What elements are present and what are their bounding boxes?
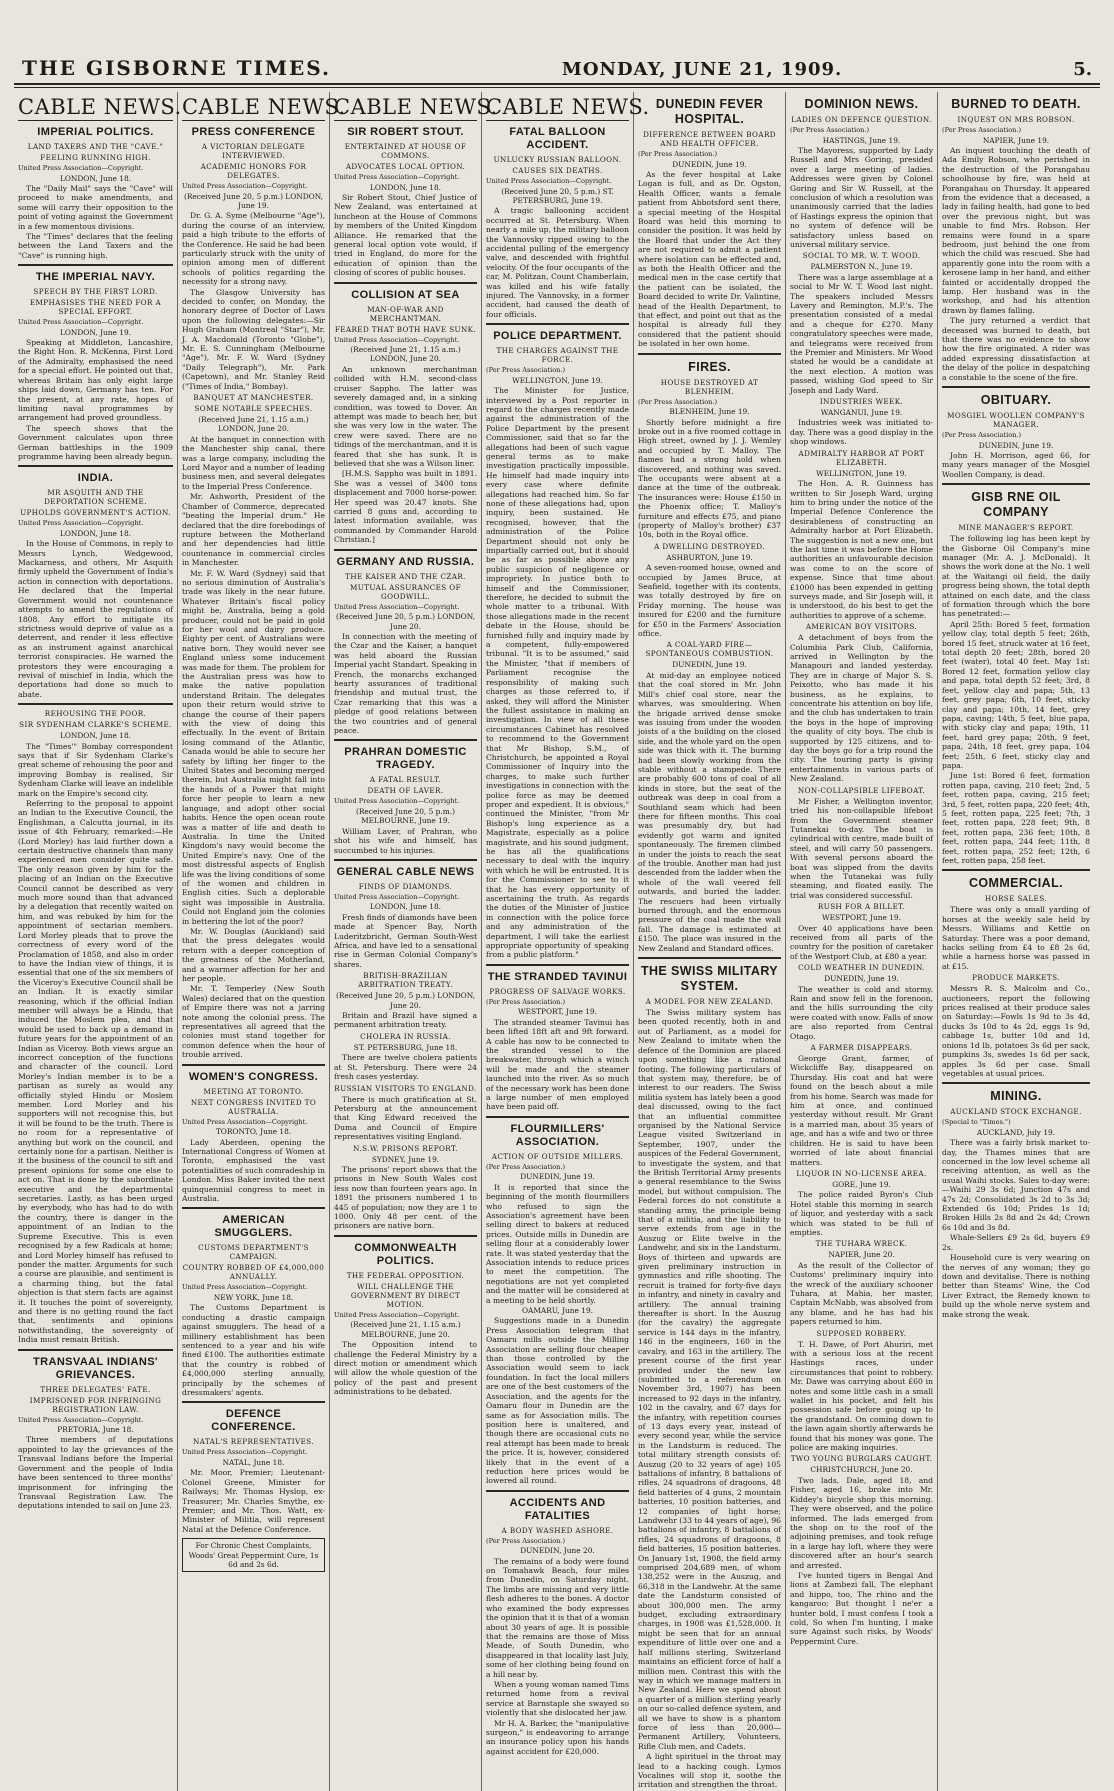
paragraph: At mid-day an employee noticed that the coal stored in Mr. John Mill's chief coal store, near the wharves, was smouldering. When the brigade arrived dense smoke was issuing from under the wooden joists of a the building on the closed side, and the whole yard on the open side was thick with it. The burning had been slowly working from the stable without a stampede. There are probably 600 tons of coal of all kinds in store, but the seat of the outbreak was deep in coal from a Southland seam which had been there for fifteen months. This coal was presumably dry, but had evidently got warm and ignited spontaneously. The firemen climbed in under the joists to reach the seat of the trouble. Another man had just descended from the ladder when the whole of the wall veered fell outwards, and buried the ladder. The rescuers had been virtually burned through, and the enormous pressure of the coal made the wall fall. The damage is estimated at £150. The place was insured in the New Zealand and Standard offices. xyxy=(638,670,781,953)
column-header: CABLE NEWS. xyxy=(18,95,182,119)
article-heading: COLLISION AT SEA xyxy=(351,288,460,301)
article-heading: POLICE DEPARTMENT. xyxy=(493,330,622,343)
sub-heading: CAUSES SIX DEATHS. xyxy=(512,166,603,175)
sub-heading: MUTUAL ASSURANCES OF GOODWILL. xyxy=(350,582,461,601)
paragraph: There are twelve cholera patients at St. Petersburg. There were 24 fresh cases yesterday. xyxy=(334,1053,477,1082)
sub-heading: INQUEST ON MRS ROBSON. xyxy=(957,115,1075,124)
paragraph: Referring to the proposal to appoint an Indian to the Executive Council, the Englishman, a Calcutta journal, in its issue of 4th February, remarked:—He (Lord Morley) has laid further down a certain destructive channels than many experienced men consider quite safe. The only reason given by him for the placing of an Indian on the Executive Council cannot be described as very much more sound than that advanced by a delegation that recently waited on him, and was rebuked by him for the appointment of sectarian members. Lord Morley pleads that to prove the correctness of every word of the Proclamation of 1858, and also in order to have the Indian view of things, it is essential that one of the six members of the Viceroy's Executive Council shall be an Indian. It is exactly similar reasoning, which if the official Indian member will always be a Hindu, that induced the Moslem plea, and that would be used to back up a demand in future years for the appointment of an Indian as Viceroy. Both views argue an incorrect conception of the functions and character of the council. Lord Morley's Indian member is to be a partisan as surely as would any officially styled Hindu or Moslem member. Lord Morley and his supporters will not recognise this, but it will be found to be the truth. There is no room for a representative of anything but work on the council, and certainly none for a partisan. Neither is it the business of the council to sift and present opinions for some one else to act on. That is done by the subordinate executive and the departmental secretaries. Lastly, as has been urged by everybody, who has had to do with the country, there is danger in the appointment of an Indian to the Supreme Executive. This is even recognised by a few Radicals at home; and Lord Morley himself has refused to ponder the matter. Arguments for such a course are plausible, and sentiment is a charming thing, but the fatal objection is that stern facts are against it. It touches the point of sovereignty, and there is no getting round the fact that, sentiments and opinions notwithstanding, the sovereignty of India must remain British. xyxy=(18,799,173,1345)
paragraph: Whale-Sellers £9 2s 6d, buyers £9 2s. xyxy=(942,1233,1090,1252)
sub-heading: A FATAL RESULT. xyxy=(369,775,442,785)
column-6 xyxy=(786,92,938,1791)
article-divider xyxy=(942,1082,1090,1084)
paragraph: Mr. Ashworth, President of the Chamber of Commerce, deprecated "beating the Imperial drum." He declared that the dire forebodings of rupture between the Motherland and her dependencies had little countenance in commercial circles in Manchester. xyxy=(182,492,325,568)
sub-heading: MR ASQUITH AND THE DEPORTATION SCHEME. xyxy=(44,488,147,507)
dateline: (Received June 21, 1.15 a.m.) LONDON, June 20. xyxy=(198,415,309,434)
paragraph: There was a large assemblage at a social to Mr W. T. Wood last night. The speakers included Messrs Lavery and Remington, M.P.'s. The presentation consisted of a medal and a cheque for £270. Many congratulatory speeches were made, and telegrams were received from the Premier and Ministers. Mr Wood stated he would be a candidate at the next election. A motion was passed, wishing God speed to Sir Joseph and Lady Ward. xyxy=(790,272,933,395)
dateline: WANGANUI, June 19. xyxy=(820,408,903,418)
column-5 xyxy=(634,92,786,1791)
paragraph: The jury returned a verdict that deceased was burned to death, but that there was no evidence to show how the fire originated. A rider was added expressing dissatisfaction at the delay of the police in despatching a constable to the scene of the fire. xyxy=(942,316,1090,382)
paragraph: Sir Robert Stout, Chief Justice of New Zealand, was entertained at luncheon at the House of Commons by members of the United Kingdom Alliance. He remarked that the general local option vote would, if tried in England, do more for the education of opinion than the closing of scores of public houses. xyxy=(334,192,477,278)
press-credit: United Press Association—Copyright. xyxy=(18,164,144,172)
dateline: (Received June 20, 5 p.m.) ST. PETERSBURG, June 19. xyxy=(501,186,614,205)
paragraph: April 25th: Bored 5 feet, formation yellow clay, total depth 5 feet; 26th, bored 15 feet, struck water at 16 feet, total depth 20 feet; 28th, bored 20 feet (water), total 40 feet. May 1st: Bored 12 feet, formation yellow clay and papa, total depth 52 feet; 3rd, 8 feet, yellow clay and papa; 5th, 13 feet, grey papa; 6th, 10 feet, sticky clay and papa; 10th, 14 feet, grey papa, caving; 14th, 5 feet, blue papa, with sticky clay and papa; 19th, 11 feet, hard grey papa; 20th, 9 feet, papa, 24th, 18 feet, grey papa, 104 feet; 25th, 6 feet, sticky clay and papa. xyxy=(942,619,1090,770)
sub-heading: ENTERTAINED AT HOUSE OF COMMONS. xyxy=(344,142,467,160)
paragraph: The police raided Byron's Club Hotel stable this morning in search of liquor, and yesterday with a sack which was stated to be full of empties. xyxy=(790,1190,933,1237)
paragraph: The prisons' report shows that the prisons in New South Wales cost less now than fourteen years ago. In 1891 the prisoners numbered 1 to 445 of population; now they are 1 to 1000. Only 48 per cent. of the prisoners are native born. xyxy=(334,1164,477,1231)
dateline: ST. PETERSBURG, June 18. xyxy=(353,1042,458,1052)
paragraph: William Laver, of Prahran, who shot his wife and himself, has succumbed to his injuries. xyxy=(334,826,477,855)
sub-heading: FINDS OF DIAMONDS. xyxy=(358,881,453,891)
dateline: DUNEDIN, June 19. xyxy=(824,974,899,984)
dateline: (Received June 20, 5 p.m.) LONDON, June 19. xyxy=(183,191,324,210)
sub-heading: IMPRISONED FOR INFRINGING REGISTRATION LAW. xyxy=(29,1395,162,1414)
sub-heading: LIQUOR IN NO-LICENSE AREA. xyxy=(796,1168,927,1178)
paragraph: A seven-roomed house, owned and occupied by James Bruce, at Seafield, together with its contents, was totally destroyed by fire on Friday morning. The house was insured for £200 and the furniture for £50 in the Farmers' Association office. xyxy=(638,563,781,639)
article-divider xyxy=(486,1116,629,1118)
article-heading: ACCIDENTS AND FATALITIES xyxy=(509,1496,606,1522)
article-heading: COMMERCIAL. xyxy=(969,876,1063,891)
article-heading: BURNED TO DEATH. xyxy=(951,97,1081,111)
sub-heading: THE CHARGES AGAINST THE FORCE. xyxy=(496,346,619,365)
article-heading: PRAHRAN DOMESTIC TRAGEDY. xyxy=(344,746,467,772)
paragraph: The Mayoress, supported by Lady Russell and Mrs Goring, presided over a large meeting of ladies. Addresses were given by Colonel Goring and Sir W. Russell, at the conclusion of which a resolution was unanimously carried that the ladies of Hastings express the opinion that no system of defence will be satisfactory unless based on universal military service. xyxy=(790,145,933,249)
dateline: LONDON, June 19. xyxy=(59,327,132,337)
newspaper-title: THE GISBORNE TIMES. xyxy=(22,56,331,80)
sub-heading: HOUSE DESTROYED AT BLENHEIM. xyxy=(660,377,759,396)
dateline: ASHBURTON, June 19. xyxy=(666,552,753,562)
sub-heading: FEARED THAT BOTH HAVE SUNK. xyxy=(334,324,477,334)
paragraph: [H.M.S. Sappho was built in 1891. She was a vessel of 3400 tons displacement and 7000 horse-power. Her speed was 20.47 knots. She carried 8 guns and, according to latest information available, was commanded by Commander Harold Christian.] xyxy=(334,469,477,545)
sub-heading: REHOUSING THE POOR. xyxy=(44,709,147,719)
press-credit: (Per Press Association.) xyxy=(486,1162,566,1171)
article-divider xyxy=(638,353,781,355)
press-credit: (Per Press Association.) xyxy=(638,150,718,158)
article-divider xyxy=(334,282,477,284)
dateline: LONDON, June 18. xyxy=(369,182,442,192)
paragraph: There is much gratification at St. Petersburg at the announcement that King Edward received the Duma and Council of Empire representatives visiting England. xyxy=(334,1094,477,1142)
column-4 xyxy=(482,92,650,1791)
dateline: LONDON, June 18. xyxy=(59,528,132,538)
article-heading: OBITUARY. xyxy=(980,393,1052,408)
article-divider xyxy=(638,957,781,959)
paragraph: The Glasgow University has decided to confer, on Monday, the honorary degree of Doctor of Laws upon the following delegates:—Sir Hugh Graham (Montreal "Star"), Mr. J. A. Macdonald (Toronto "Globe"), Mr. E. S. Cunningham (Melbourne "Age"), Mr. F. W. Ward (Sydney "Daily Telegraph"), Mr. Park (Capetown), and Mr. Stanley Reid ("Times of India," Bombay). xyxy=(182,287,325,391)
sub-heading: SOCIAL TO MR. W. T. WOOD. xyxy=(802,251,921,261)
sub-heading: BRITISH-BRAZILIAN ARBITRATION TREATY. xyxy=(358,971,453,990)
sub-heading: LAND TAXERS AND THE "CAVE." xyxy=(27,142,164,151)
sub-heading: NEXT CONGRESS INVITED TO AUSTRALIA. xyxy=(190,1097,317,1116)
paragraph: Suggestions made in a Dunedin Press Association telegram that Oamaru mills outside the Milling Association are selling flour cheaper than those controlled by the Association would seem to lack foundation. In fact the local millers are one of the best customers of the Association, and the agents for the Oamaru flour in Dunedin are the same as for Association mills. The position here is unaltered, and though there are occasional cuts no real attempt has been made to break the price. It is, however, considered likely that in the event of a reduction here prices would be lowered all round. xyxy=(486,1316,629,1486)
sub-heading: ACTION OF OUTSIDE MILLERS. xyxy=(491,1151,624,1161)
article-heading: IMPERIAL POLITICS. xyxy=(37,126,154,138)
issue-date: MONDAY, JUNE 21, 1909. xyxy=(561,59,843,80)
dateline: WELLINGTON, June 19. xyxy=(512,375,603,385)
dateline: NATAL, June 18. xyxy=(222,1457,285,1467)
sub-heading: DEATH OF LAVER. xyxy=(367,786,444,796)
article-divider xyxy=(942,483,1090,485)
dateline: DUNEDIN, June 19. xyxy=(672,159,747,169)
column-3 xyxy=(330,92,498,1791)
paragraph: Mr H. A. Barker, the "manipulative surgeon," is endeavoring to arrange an insurance policy upon his hands against accident for £20,000. xyxy=(486,1718,629,1756)
sub-heading: THE KAISER AND THE CZAR. xyxy=(345,571,466,581)
paragraph: Industries week was initiated to-day. There was a good display in the shop windows. xyxy=(790,418,933,447)
paragraph: As the fever hospital at Lake Logan is full, and as Dr. Ogston, Health Officer, wants a female patient from Abbotsford sent there, a special meeting of the Hospital Board was held this morning to consider the position. It was held by the Board that under the Act they are not required to admit a patient where isolation can be effected and, as both the Health Officer and the medical men in the case certify that the patient can be isolated, the Board decided to write Dr. Valintine, head of the Health Department, to that effect, and point out that as the hospital is already full they considered that the patient should be isolated in her own home. xyxy=(638,169,781,349)
dateline: DUNEDIN, June 19. xyxy=(978,440,1054,450)
article-heading: FATAL BALLOON ACCIDENT. xyxy=(509,126,606,151)
column-header: CABLE NEWS. xyxy=(486,95,650,119)
column-7 xyxy=(938,92,1094,1791)
paragraph: Household cure is very wearing on the nerves of any woman; they go down and devitalise. There is nothing better than Steams' Wine, the Cod Liver Extract, the Remedy known to build up the whole nerve system and make strong the weak. xyxy=(942,1253,1090,1319)
sub-heading: A DWELLING DESTROYED. xyxy=(654,541,765,551)
sub-heading: MINE MANAGER'S REPORT. xyxy=(958,523,1074,533)
masthead xyxy=(14,6,1100,85)
paragraph: The "Times'" Bombay correspondent says that if Sir Sydenham Clarke's great scheme of rehousing the poor and improving Bombay is realised, Sir Sydenham Clarke will leave an indelible mark on the Empire's second city. xyxy=(18,741,173,798)
sub-heading: DIFFERENCE BETWEEN BOARD AND HEALTH OFFICER. xyxy=(643,130,776,148)
article-divider xyxy=(942,386,1090,388)
paragraph: I've hunted tigers in Bengal And lions at Zambezi fall, The elephant and hippo, too, The rhino and the kangaroo; But thought I ne'er a hunter bold, I must confess I took a cold, So when I'm hunting, I make sure Against such risks, by Woods' Peppermint Cure. xyxy=(790,1570,933,1646)
article-heading: GISB RNE OIL COMPANY xyxy=(971,490,1061,520)
article-heading: COMMONWEALTH POLITICS. xyxy=(354,1241,457,1267)
sub-heading: THE TUHARA WRECK. xyxy=(815,1239,908,1249)
sub-heading: EMPHASISES THE NEED FOR A SPECIAL EFFORT. xyxy=(29,298,162,317)
dateline: SYDNEY, June 19. xyxy=(371,1154,440,1164)
paragraph: The Opposition intend to challenge the Federal Ministry by a direct motion or amendment which will allow the whole question of the policy of the past and present administrations to be debated. xyxy=(334,1340,477,1397)
paragraph: In the House of Commons, in reply to Messrs Lynch, Wedgewood, Mackarness, and others, Mr Asquith firmly upheld the Government of India's action in connection with deportations. He declared that the Imperial Government would not countenance attempts to amend the regulations of 1808. Any effort to mitigate its strictness would deprive of value as a deterrent, and render it less effective as an instrument against anarchical terrorist conspiracies. He warned the protestors they were encouraging a revival of mischief in India, which the deportations had done so much to abate. xyxy=(18,539,173,699)
press-credit: (Per Press Association.) xyxy=(942,431,1022,440)
article-heading: SIR ROBERT STOUT. xyxy=(347,126,464,138)
paragraph: The "Daily Mail" says the "Cave" will proceed to make amendments, and some will carry their opposition to the point of voting against the Government in a few momentous divisions. xyxy=(18,183,173,231)
sub-heading: INDUSTRIES WEEK. xyxy=(819,397,904,407)
paragraph: Three members of deputations appointed to lay the grievances of the Transvaal Indians before the Imperial Government and the people of India have been sentenced to three months' imprisonment for infringing the Transvaal Registration Law. The deputations intended to sail on June 23. xyxy=(18,1435,173,1511)
paragraph: George Grant, farmer, of Wickcliffe Bay, disappeared on Thursday. His coat and hat were found on the beach about a mile from his home. Search was made for him at once, and continued yesterday without result. Mr Grant is a married man, about 35 years of age, and has a wife and two or three children. He is said to have been worried of late about financial matters. xyxy=(790,1054,933,1167)
article-heading: WOMEN'S CONGRESS. xyxy=(188,1070,319,1083)
article-heading: THE SWISS MILITARY SYSTEM. xyxy=(640,964,779,994)
paragraph: Speaking at Middleton, Lancashire, the Right Hon. R. McKenna, First Lord of the Admiralty, emphasised the need for a special effort. He pointed out that, whereas Britain has only eight large ships laid down, Germany has ten. For the present, at any rate, hopes of limiting naval programmes by arrangement had proved groundless. xyxy=(18,338,173,423)
sub-heading: A FARMER DISAPPEARS. xyxy=(810,1043,913,1053)
paragraph: There was a fairly brisk market to-day, the Thames mines that are concerned in the low level scheme all receiving attention, as well as the usual Waihi stocks. Sales to-day were:—Waihi 29 3s 6d; Junction 47s and 47s 2d; Consolidated 3s 2d to 3s 3d; Extended 6s 10d; Prides 1s 1d; Broken Hills 2s 8d and 2s 4d; Crown 6s 10d and 3s 8d. xyxy=(942,1138,1090,1232)
article-heading: THE IMPERIAL NAVY. xyxy=(35,271,156,284)
press-credit: United Press Association—Copyright. xyxy=(18,519,144,528)
sub-heading: RUSH FOR A BILLET. xyxy=(817,902,906,912)
sub-heading: PRODUCE MARKETS. xyxy=(972,973,1060,983)
sub-heading: ACADEMIC HONORS FOR DELEGATES. xyxy=(200,162,307,180)
paragraph: Shortly before midnight a fire broke out in a five roomed cottage in High street, owned by J. J. Wemley and occupied by T. Malloy. The flames had a strong hold when discovered, and nothing was saved. The occupants were absent at a dance at the time of the outbreak. The insurances were: House £150 in the Phoenix office; T. Malloy's furniture and effects £75, and piano (property of Malloy's brother) £37 10s, both in the Royal office. xyxy=(638,417,781,540)
press-credit: United Press Association—Copyright. xyxy=(334,335,460,344)
paragraph: The remains of a body were found on Tomahawk Beach, four miles from Dunedin, on Saturday night. The limbs are missing and very little flesh adheres to the bones. A doctor who examined the body expresses the opinion that it is that of a woman about 30 years of age. It is possible that the remains are those of Miss Meade, of South Dunedin, who disappeared in that locality last July, some of her clothing being found on a hill near by. xyxy=(486,1556,629,1679)
paragraph: As the result of the Collector of Customs' preliminary inquiry into the wreck of the auxiliary schooner Tuhara, at Mahia, her master, Captain McNabb, was absolved from any blame, and he has had his papers returned to him. xyxy=(790,1260,933,1327)
press-credit: United Press Association—Copyright. xyxy=(182,1283,308,1292)
paragraph: The Hon. A. R. Guinness has written to Sir Joseph Ward, urging him to bring under the notice of the Imperial Defence Conference the desirableness of constructing an Admiralty harbor at Port Elizabeth. The suggestion is not a new one, but the last time it was before the Home authorities an unfavourable decision was come to on the score of expense. Since that time about £1000 has been expended in getting surveys made, and Sir Joseph will, it is understood, do his best to get the authorities to approve of a scheme. xyxy=(790,479,933,620)
dateline: DUNEDIN, June 19. xyxy=(520,1172,595,1182)
article-heading: MINING. xyxy=(990,1089,1042,1104)
article-heading: FIRES. xyxy=(688,359,731,374)
column-2 xyxy=(178,92,346,1791)
paragraph: Lady Aberdeen, opening the International Congress of Women at Toronto, emphasised the vast potentialities of such comradeship in London. Miss Baker invited the next quinquennial congress to meet in Australia. xyxy=(182,1137,325,1203)
masthead-rule xyxy=(14,87,1100,88)
paragraph: A light spirituel in the throat may lead to a hacking cough. Lymos Vocalines will stop it, soothe the irritation and strengthen the throat. xyxy=(638,1752,781,1790)
article-divider xyxy=(334,859,477,861)
dateline: PRETORIA, June 18. xyxy=(57,1425,134,1435)
sub-heading: UPHOLDS GOVERNMENT'S ACTION. xyxy=(20,508,171,518)
dateline: (Received June 20, 5 p.m.) LONDON, June 20. xyxy=(335,991,476,1010)
dateline: DUNEDIN, June 19. xyxy=(672,660,747,670)
dateline: (Received June 21, 1.15 a.m.) MELBOURNE, June 20. xyxy=(350,1320,461,1339)
press-credit: (Per Press Association.) xyxy=(942,126,1022,134)
article-heading: DEFENCE CONFERENCE. xyxy=(211,1408,296,1434)
article-divider xyxy=(486,1490,629,1492)
article-heading: PRESS CONFERENCE xyxy=(191,126,316,138)
dateline: HASTINGS, June 19. xyxy=(822,135,901,145)
press-credit: United Press Association—Copyright. xyxy=(486,177,612,185)
paragraph: It is reported that since the beginning of the month flourmillers who refused to sign the Association's agreement have been selling direct to bakers at reduced prices. Outside mills in Dunedin are selling flour at a considerably lower rate. It was stated yesterday that the Association intends to reduce prices to meet the competition. The negotiations are not yet completed and the matter will be considered at a meeting to be held shortly. xyxy=(486,1182,629,1305)
dateline: NAPIER, June 20. xyxy=(828,1250,895,1260)
paragraph: A detachment of boys from the Columbia Park Club, California, arrived in Wellington by the Manapouri and landed yesterday. They are in charge of Major S. S. Peixotto, who has made it his business, as he explains, to concentrate his attention on boy life, and the club has undertaken to train the boys in the hope of improving the quality of city boys. The club is supported by 125 citizens, and to-day the boys go for a trip round the city. The touring party is giving entertainments in various parts of New Zealand. xyxy=(790,633,933,784)
press-credit: (Per Press Association.) xyxy=(486,997,566,1006)
article-divider xyxy=(18,264,173,266)
dateline: BLENHEIM, June 19. xyxy=(669,407,750,417)
dateline: WESTPORT, June 19. xyxy=(518,1007,597,1017)
dateline: AUCKLAND, July 19. xyxy=(976,1127,1056,1137)
sub-heading: COUNTRY ROBBED OF £4,000,000 ANNUALLY. xyxy=(182,1263,325,1282)
dateline: WELLINGTON, June 19. xyxy=(816,468,907,478)
dateline: NEW YORK, June 18. xyxy=(213,1292,294,1302)
article-divider xyxy=(182,1064,325,1066)
article-divider xyxy=(182,1207,325,1209)
sub-heading: ADVOCATES LOCAL OPTION. xyxy=(345,162,466,171)
paragraph: The Swiss military system has been quoted recently, both in and out of Parliament, as a model for New Zealand to imitate when the defence of the Dominion are placed upon something like a rational footing. The following particulars of that system may, therefore, be of interest to our readers. The Swiss militia system has lately been a good deal discussed, owing to the fact that an influential committee organised by the National Service League visited Switzerland in September, 1907, under the auspices of the Federal Government, to investigate the system, and that the British Territorial Army presents a general resemblance to the Swiss model, but without compulsion. The Federal forces do not constitute a standing army, the principle being that of a militia, and the liability to serve extends from age in the Auszug or Elite twelve in the Landwehr, and six in the Landsturm. Boys of thirteen and upwards are given preliminary instruction in gymnastics and rifle shooting. The recruit is trained for forty-five days in infantry, and ninety in cavalry and artillery. The annual training thereafter is short. In the Auszug (for the cavalry) the aggregate service is 144 days in the infantry, 146 in the engineers, 160 in the cavalry, and 163 in the artillery. The present course of the first year provided under the new law (submitted to a referendum on November 3rd, 1907) has been increased to 92 days in the infantry, 102 in the cavalry, and 67 days for the infantry, with repetition courses of 13 days every year, instead of every second year, while the service in the Landsturm is reduced. The total military strength consists of: Auszug (20 to 32 years of age) 105 battalions of infantry, 8 battalions of rifles, 24 squadrons of dragoons, 48 field batteries of 4 guns, 2 mountain batteries, 10 position batteries, and 12 companies of light horse; Landwehr (33 to 44 years of age), 96 battalions of infantry, 8 battalions of rifles, 24 squadrons of dragoons, 8 field batteries, 15 position batteries. On January 1st, 1908, the field army comprised 204,689 men, of whom 138,252 were in the Auszug, and 66,318 in the Landwehr. At the same date the Landsturm consisted of about 300,000 men. The army budget, excluding extraordinary charges, in 1908 was £1,528,000. It might be seen that for an annual expenditure of little over one and a half millions sterling, Switzerland maintains an efficient force of half a million men. Contrast this with the way in which we manage matters in New Zealand. Here we spend about a quarter of a million sterling yearly on our so-called defence system, and all we have to show is a phantom force of less than 20,000—Permanent Artillery, Volunteers, Rifle Club men, and Cadets. xyxy=(638,1008,781,1751)
sub-heading: A BODY WASHED ASHORE. xyxy=(501,1525,614,1535)
sub-heading: MAN-OF-WAR AND MERCHANTMAN. xyxy=(367,304,444,323)
paragraph: The "Times" declares that the feeling between the Land Taxers and the "Cave" is running high. xyxy=(18,231,173,260)
dateline: PALMERSTON N., June 19. xyxy=(810,262,913,272)
dateline: (Received June 20, 5 p.m.) MELBOURNE, June 19. xyxy=(355,806,455,826)
article-heading: GENERAL CABLE NEWS xyxy=(336,865,475,878)
sub-heading: HORSE SALES. xyxy=(985,894,1047,904)
sub-heading: SUPPOSED ROBBERY. xyxy=(816,1328,907,1338)
press-credit: United Press Association—Copyright. xyxy=(18,318,144,327)
paragraph: The speech shows that the Government calculates upon three German battleships in the 1909 programme having been already begun. xyxy=(18,423,173,461)
paragraph: Messrs R. S. Malcolm and Co., auctioneers, report the following prices realised at their produce sales on Saturday:—Fowls 1s 9d to 3s 4d, ducks 3s 10d to 4s 2d, eggs 1s 9d, cabbage 1s, butter 10d and 1d, onions 1d lb, potatoes 3s 6d per sack, pumpkins 3s, swedes 1s 6d per sack, apples 3s 6d per case. Small vegetables at usual prices. xyxy=(942,984,1090,1078)
paragraph: An inquest touching the death of Ada Emily Robson, who perished in the destruction of the Porangahau schoolhouse by fire, was held at Porangahau on Thursday. It appeared from the evidence that a deceased, a lady in failing health, had gone to bed over the previous night, but was unable to find Mrs. Robson. Her remains were found in a spare bedroom, just behind the one from which the child was rescued. She had apparently gone into the room with a kerosene lamp in her hand, and either fainted or accidentally dropped the lamp. Her husband was in the workshop, and had his attention drawn by flames falling. xyxy=(942,145,1090,315)
paragraph: A tragic ballooning accident occurred at St. Petersburg. When nearly a mile up, the military balloon the Vannovsky ripped owing to the accidental pulling of the emergency valve, and descended with frightful velocity. Of the four occupants of the car, M. Politzan, Count Chamberlain, was killed and his wife fatally injured. The Vannovsky, in a former accident, had caused the death of four officials. xyxy=(486,206,629,319)
article-divider xyxy=(334,739,477,741)
dateline: OAMARU, June 19. xyxy=(521,1306,594,1316)
dateline: (Received June 21, 1.15 a.m.) LONDON, June 20. xyxy=(350,345,461,364)
dateline: LONDON, June 18. xyxy=(59,731,132,741)
press-credit: United Press Association—Copyright. xyxy=(334,1310,460,1319)
sub-heading: COLD WEATHER IN DUNEDIN. xyxy=(798,963,925,973)
sub-heading: WILL CHALLENGE THE GOVERNMENT BY DIRECT MOTION. xyxy=(350,1281,461,1309)
sub-heading: A MODEL FOR NEW ZEALAND. xyxy=(645,997,774,1007)
paragraph: When a young woman named Tims returned home from a revival service at Barnstaple she swayed so violently that she dislocated her jaw. xyxy=(486,1679,629,1718)
sub-heading: ADMIRALTY HARBOR AT PORT ELIZABETH. xyxy=(798,448,925,467)
press-credit: (Per Press Association.) xyxy=(486,366,566,375)
paragraph: Britain and Brazil have signed a permanent arbitration treaty. xyxy=(334,1011,477,1030)
paragraph: Mr Fisher, a Wellington inventor, tried his non-collapsible lifeboat from the Government steamer Tutanekai to-day. The boat is cylindrical with centre, made built of steel, and will carry 50 passengers. With several persons aboard the boat was slipped from the davits when the Tutanekai was fully steaming, and floated easily. The trial was considered successful. xyxy=(790,796,933,900)
paragraph: June 1st: Bored 6 feet, formation rotten papa, caving, 210 feet; 2nd, 5 feet, rotten papa, caving, 215 feet; 3rd, 5 feet, rotten papa, 220 feet; 4th, 5 feet, rotten papa, 225 feet; 7th, 3 feet, rotten papa, 228 feet; 9th, 8 feet, rotten papa, 236 feet; 10th, 8 feet, rotten papa, 244 feet; 11th, 8 feet, rotten papa, 252 feet; 12th, 6 feet, rotten papa, 258 feet. xyxy=(942,771,1090,865)
press-credit: United Press Association—Copyright. xyxy=(18,1415,144,1424)
article-divider xyxy=(486,964,629,966)
article-heading: THE STRANDED TAVINUI xyxy=(487,970,628,983)
column-1 xyxy=(14,92,182,1791)
dateline: CHRISTCHURCH, June 20. xyxy=(810,1465,913,1475)
dateline: NAPIER, June 19. xyxy=(982,135,1050,145)
sub-heading: MEETING AT TORONTO. xyxy=(203,1086,304,1096)
sub-heading: AUCKLAND STOCK EXCHANGE. xyxy=(950,1107,1082,1117)
press-credit: United Press Association—Copyright. xyxy=(334,602,460,611)
dateline: DUNEDIN, June 20. xyxy=(520,1546,595,1556)
sub-heading: UNLUCKY RUSSIAN BALLOON. xyxy=(493,155,622,164)
sub-heading: CUSTOMS DEPARTMENT'S CAMPAIGN. xyxy=(198,1243,309,1262)
article-heading: TRANSVAAL INDIANS' GRIEVANCES. xyxy=(33,1355,158,1381)
press-credit: United Press Association—Copyright. xyxy=(334,797,460,806)
paragraph: There was only a small yarding of horses at the weekly sale held by Messrs. Williams and Kettle on Saturday. There was a poor demand, hacks selling from £4 to £8 2s 6d, while a harness horse was passed in at £15. xyxy=(942,905,1090,971)
paragraph: The stranded steamer Tavinui has been lifted 18ft aft and 9ft forward. A cable has now to be connected to the stranded vessel to the breakwater, through which a winch will be made and the steamer launched into the river. As so much of the necessary work has been done a large number of men employed have been paid off. xyxy=(486,1017,629,1112)
press-credit: (Per Press Association.) xyxy=(486,1536,566,1545)
article-divider xyxy=(18,1349,173,1351)
sub-heading: FEELING RUNNING HIGH. xyxy=(40,153,151,162)
column-header: CABLE NEWS. xyxy=(182,95,346,119)
advertisement: For Chronic Chest Complaints, Woods' Great Peppermint Cure, 1s 6d and 2s 6d. xyxy=(182,1538,325,1572)
press-credit: United Press Association—Copyright. xyxy=(334,173,460,181)
sub-heading: RUSSIAN VISITORS TO ENGLAND. xyxy=(334,1083,477,1093)
article-divider xyxy=(18,703,173,705)
paragraph: John H. Morrison, aged 66, for many years manager of the Mosgiel Woollen Company, is dead. xyxy=(942,450,1090,479)
page-number: 5. xyxy=(1073,59,1092,80)
column-header: CABLE NEWS. xyxy=(334,95,498,119)
article-heading: DOMINION NEWS. xyxy=(804,97,919,111)
paragraph: The Customs Department is conducting a drastic campaign against smugglers. The head of a millinery establishment has been sentenced to a year and his wife fined £100. The authorities estimate that the country is robbed of £4,000,000 sterling annually, principally by the schemes of dressmakers' agents. xyxy=(182,1303,325,1397)
article-heading: GERMANY AND RUSSIA. xyxy=(336,555,475,568)
sub-heading: THE FEDERAL OPPOSITION. xyxy=(346,1270,465,1280)
article-divider xyxy=(182,1401,325,1403)
sub-heading: SOME NOTABLE SPEECHES. xyxy=(194,404,313,414)
press-credit: United Press Association—Copyright. xyxy=(182,182,308,190)
paragraph: The weather is cold and stormy. Rain and snow fell in the forenoon, and the hills surrounding the city were coated with snow. Falls of snow are also reported from Central Otago. xyxy=(790,984,933,1041)
sub-heading: MOSGIEL WOOLLEN COMPANY'S MANAGER. xyxy=(947,411,1085,430)
press-credit: United Press Association—Copyright. xyxy=(182,1117,308,1126)
press-credit: (Per Press Association.) xyxy=(638,397,718,406)
paragraph: In connection with the meeting of the Czar and the Kaiser, a banquet was held aboard the Russian Imperial yacht Standart. Speaking in French, the monarchs exchanged hearty assurances of traditional friendship and mutual trust, the Czar remarking that this was a pledge of good relations between the two countries and of general peace. xyxy=(334,631,477,735)
press-credit: United Press Association—Copyright. xyxy=(334,892,460,901)
paragraph: The Minister for Justice, interviewed by a Post reporter in regard to the charges recently made against the administration of the Police Department by the present Commissioner, said that so far the allegations had been of such vague general terms as to make investigation practically impossible. He himself had made inquiry into every case where definite allegations had reached him. So far none of these allegations had, upon inquiry, been sustained. He recognised, however, that the administration of the Police Department should not only be impartially carried out, but it should be as far as possible above any public suspicion of negligence or impropriety. In justice both to himself and the Commissioner, therefore, he decided to submit the whole matter to a tribunal. With those allegations made in the recent debate in the House, should be furnished fully and inquiry made by a competent, fully-empowered tribunal. "It is to be assumed," said the Minister, "that if members of Parliament recognise the responsibility of making such charges as those referred to, if asked, they will afford the Minister the fullest assistance in making an investigation. In view of all these circumstances Cabinet has resolved to recommend to the Government that Mr Bishop, S.M., of Christchurch, be appointed a Royal Commissioner of Inquiry into the charges, to make such further investigations in connection with the police force as may be deemed proper and expedient. It is obvious," continued the Minister, "from Mr Bishop's long experience as a Magistrate, especially as a police magistrate, and his sound judgment, he has all the qualifications necessary to deal with the inquiry with which he will be entrusted. It is for the Commissioner to see to it that he has every opportunity of ascertaining the truth. As regards the duties of the Minister of Justice in connection with the police force and any administration of the department, I will take the earliest appropriate opportunity of speaking from a public platform." xyxy=(486,386,629,960)
press-credit: (Per Press Association.) xyxy=(790,126,870,134)
sub-heading: TWO YOUNG BURGLARS CAUGHT. xyxy=(790,1454,933,1464)
paragraph: Fresh finds of diamonds have been made at Spencer Bay, North Luderitzbricht, German South-West Africa, and have led to a sensational rise in German Colonial Company's shares. xyxy=(334,912,477,969)
columns xyxy=(14,92,1100,1790)
paragraph: Mr. W. Douglas (Auckland) said that the press delegates would return with a deeper conception of the greatness of the Motherland, and a warmer affection for her and her people. xyxy=(182,926,325,983)
sub-heading: A COAL-YARD FIRE—SPONTANEOUS COMBUSTION. xyxy=(645,640,774,659)
dateline: GORE, June 19. xyxy=(832,1179,891,1189)
sub-heading: NON-COLLAPSIBLE LIFEBOAT. xyxy=(797,785,926,795)
press-credit: United Press Association—Copyright. xyxy=(182,1448,308,1457)
dateline: WESTPORT, June 19. xyxy=(822,913,901,923)
dateline: (Received June 20, 5 p.m.) LONDON, June 20. xyxy=(335,612,476,631)
sub-heading: N.S.W. PRISONS REPORT. xyxy=(353,1143,458,1153)
article-heading: FLOURMILLERS' ASSOCIATION. xyxy=(510,1122,605,1148)
dateline: LONDON, June 18. xyxy=(369,902,442,912)
article-heading: DUNEDIN FEVER HOSPITAL. xyxy=(655,97,764,126)
paragraph: Mr. T. Temperley (New South Wales) declared that on the question of Empire there was not a jarring note among the colonial press. The representatives all agreed that the colonies must stand together for common defence when the hour of trouble arrived. xyxy=(182,984,325,1060)
paragraph: Dr. G. A. Syme (Melbourne "Age"), during the course of an interview, paid a high tribute to the efforts of the Conference. He said he had been particularly struck with the unity of opinion among men of different schools of politics regarding the necessity for a strong navy. xyxy=(182,211,325,287)
paragraph: T. H. Dawe, of Port Ahuriri, met with a serious loss at the recent Hastings races, under circumstances that point to robbery. Mr. Dawe was carrying about £60 in notes and some little cash in a small wallet in his pocket, and felt his possession safe before going up to the grandstand. On coming down to the lawn again shortly afterwards he found that his money was gone. The police are making inquiries. xyxy=(790,1339,933,1453)
press-credit: (Special to "Times.") xyxy=(942,1118,1011,1127)
sub-heading: THREE DELEGATES' FATE. xyxy=(40,1384,151,1394)
paragraph: Over 40 applications have been received from all parts of the country for the position of caretaker of the Westport Club, at £80 a year. xyxy=(790,923,933,961)
sub-heading: NATAL'S REPRESENTATIVES. xyxy=(192,1437,315,1447)
sub-heading: PROGRESS OF SALVAGE WORKS. xyxy=(489,986,626,996)
sub-heading: AMERICAN BOY VISITORS. xyxy=(805,622,918,632)
sub-heading: SIR SYDENHAM CLARKE'S SCHEME. xyxy=(19,720,172,730)
article-divider xyxy=(942,869,1090,871)
paragraph: At the banquet in connection with the Manchester ship canal, there was a large company, including the Lord Mayor and a number of leading business men, and several delegates to the Imperial Press Conference. xyxy=(182,434,325,491)
dateline: TORONTO, June 18. xyxy=(215,1127,292,1137)
article-divider xyxy=(18,465,173,467)
article-heading: AMERICAN SMUGGLERS. xyxy=(214,1214,293,1240)
sub-heading: A VICTORIAN DELEGATE INTERVIEWED. xyxy=(201,142,306,160)
article-divider xyxy=(486,323,629,325)
sub-heading: CHOLERA IN RUSSIA. xyxy=(360,1031,451,1041)
paragraph: Two lads, Dale, aged 18, and Fisher, aged 16, broke into Mr. Kiddey's bicycle shop this morning. They were observed, and the police informed. The lads emerged from the shop on to the roof of the adjoining premises, and took refuge in a large hay loft, where they were discovered after an hour's search and arrested. xyxy=(790,1475,933,1570)
paragraph: Mr. F. W. Ward (Sydney) said that no serious diminution of Australia's trade was likely in the near future. Whatever Britain's fiscal policy might be, Australia, being a gold producer, could not be paid in gold for her wool and dairy produce. Eighty per cent. of Australians were native born. They would never see England unless some inducement was made for them. The problem for the Australian press was how to make the native population understand Britain. The delegates upon their return would strive to change the course of their papers with the view of doing this effectually. In the event of Britain losing command of the Atlantic, Canada would be able to secure her safety by lifting her finger to the United States and becoming merged therein, but Australia might fall into the hands of a Power that might force her people to learn a new language, and adopt other social habits. Hence the open ocean route was a matter of life and death to Australia. In time the United Kingdom's navy would become the United Empire's navy. One of the most distressful aspects of English life was the living conditions of some of the women and children in English cities. Such a deplorable sight was impossible in Australia. Could not England join the colonies in bettering the lot of the poor? xyxy=(182,568,325,926)
sub-heading: BANQUET AT MANCHESTER. xyxy=(193,393,314,403)
article-divider xyxy=(334,1235,477,1237)
article-heading: INDIA. xyxy=(77,472,114,485)
dateline: LONDON, June 18. xyxy=(59,173,132,183)
sub-heading: LADIES ON DEFENCE QUESTION. xyxy=(791,115,932,124)
paragraph: The following log has been kept by the Gisborne Oil Company's mine manager (Mr. A. J. McDonald). It shows the work done at the No. 1 well at the Waitangi oil field, the daily progress being shown, the total depth attained on each date, and the class of formation through which the bore has penetrated:— xyxy=(942,534,1090,619)
sub-heading: SPEECH BY THE FIRST LORD. xyxy=(33,287,158,297)
paragraph: An unknown merchantman collided with H.M. second-class cruiser Sappho. The latter was severely damaged and, in a sinking condition, was towed to Dover. An attempt was made to beach her, but she was very low in the water. The crew were saved. There are no tidings of the merchantman, and it is feared that she has sunk. It is believed that she was a Wilson liner. xyxy=(334,364,477,468)
paragraph: Mr. Moor, Premier; Lieutenant-Colonel Greene, Minister for Railways; Mr. Thomas Hyslop, ex-Treasurer; Mr. Charles Smythe, ex-Premier; and Mr. Thos. Watt, ex-Minister of Militia, will represent Natal at the Defence Conference. xyxy=(182,1468,325,1534)
article-divider xyxy=(334,549,477,551)
